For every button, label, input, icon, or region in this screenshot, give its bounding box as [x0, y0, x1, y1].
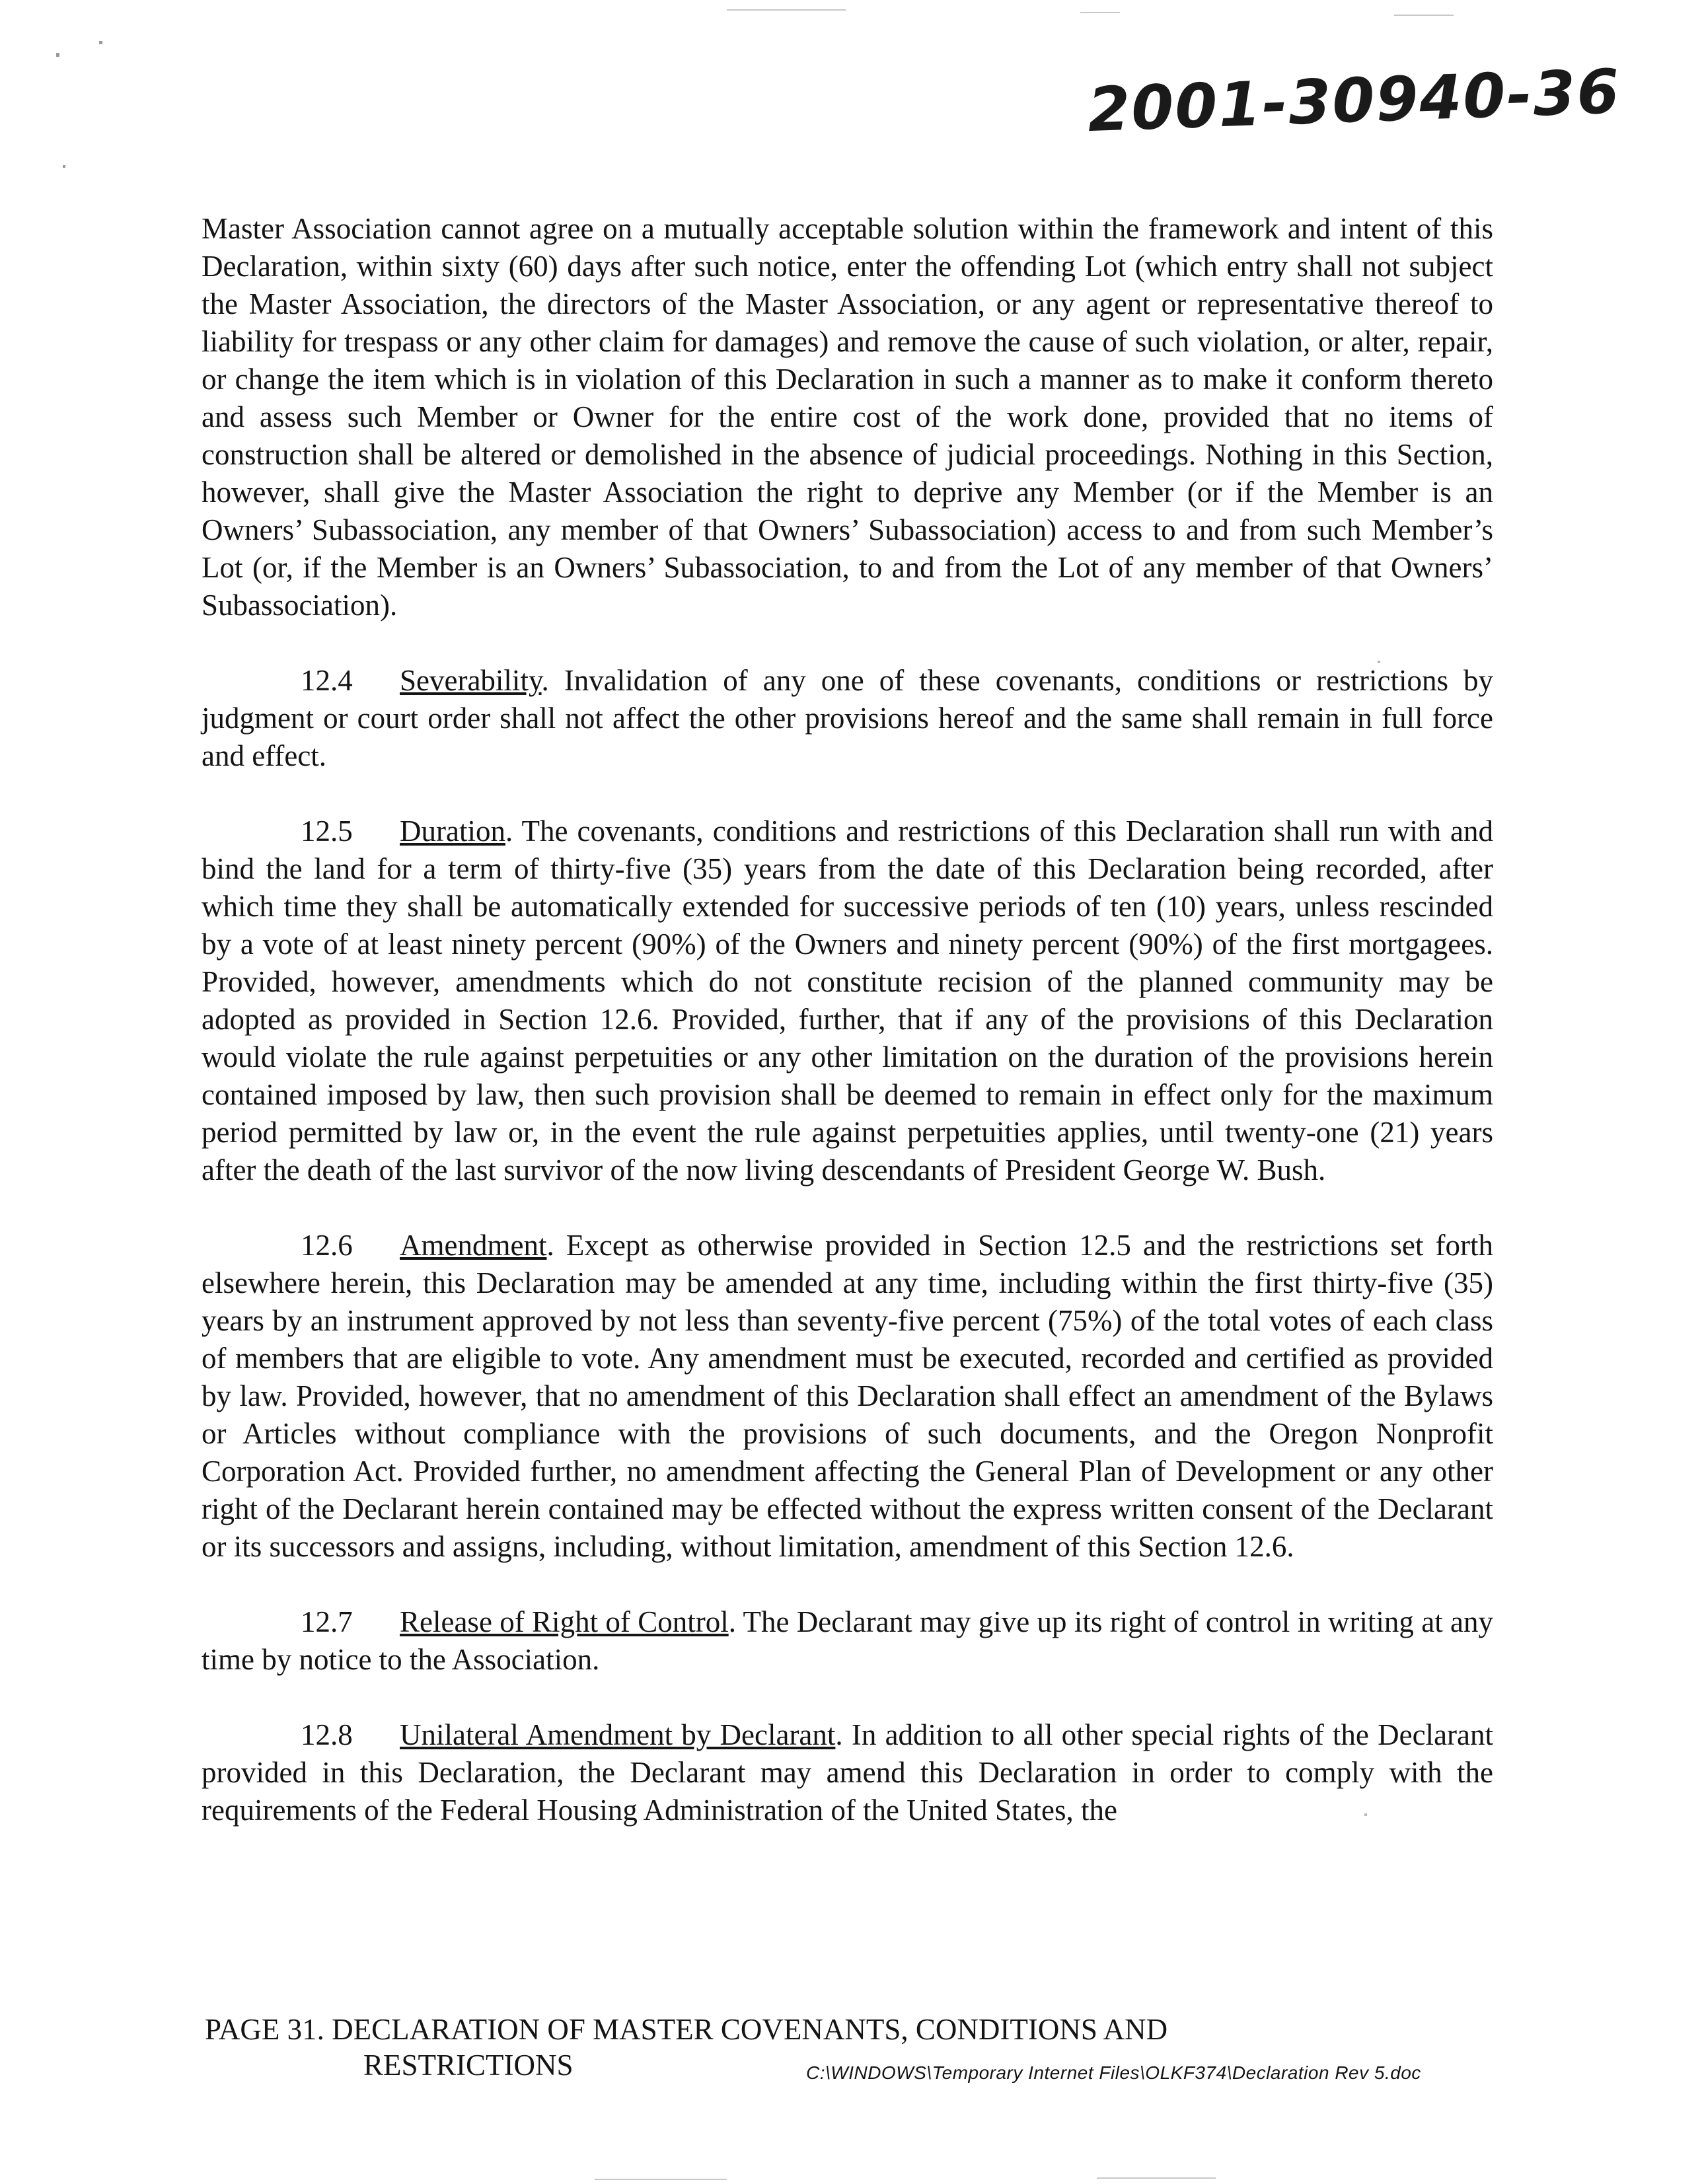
footer-title-line: PAGE 31. DECLARATION OF MASTER COVENANTS, CONDITIONS AND — [205, 2013, 1168, 2046]
heading-period: . — [505, 815, 522, 848]
heading-period: . — [546, 1229, 566, 1262]
heading-period: . — [728, 1605, 743, 1638]
heading-period: . — [835, 1718, 852, 1751]
section-text: In addition to all other special rights of the Declarant provided in this Declaration, the Declarant may amend this Declaration in order to comply with the requirements of the Federal Housing Administration of the United States, the — [202, 1718, 1493, 1827]
section-heading: Unilateral Amendment by Declarant — [400, 1718, 836, 1751]
page-footer — [205, 2012, 1493, 2087]
section-12-4 — [202, 662, 1493, 775]
scan-artifact — [727, 9, 846, 11]
footer-restrictions: RESTRICTIONS — [363, 2049, 574, 2082]
footer-second-line — [205, 2047, 1493, 2087]
document-body — [202, 210, 1493, 1867]
section-text: The covenants, conditions and restrictions of this Declaration shall run with and bind the land for a term of thirty-five (35) years from the date of this Declaration being recorded, after which time they shall be automatically extended for successive periods of ten (10) years, unless rescinded by a vote of at least ninety percent (90%) of the Owners and ninety percent (90%) of the first mortgagees. Provided, however, amendments which do not constitute recision of the planned community may be adopted as provided in Section 12.6. Provided, further, that if any of the provisions of this Declaration would violate the rule against perpetuities or any other limitation on the duration of the provisions herein contained imposed by law, then such provision shall be deemed to remain in effect only for the maximum period permitted by law or, in the event the rule against perpetuities applies, until twenty-one (21) years after the death of the last survivor of the now living descendants of President George W. Bush. — [202, 815, 1493, 1186]
section-text: The Declarant may give up its right of control in writing at any time by notice to the Association. — [202, 1605, 1493, 1676]
section-text: Invalidation of any one of these covenants, conditions or restrictions by judgment or court order shall not affect the other provisions hereof and the same shall remain in full force and effect. — [202, 664, 1494, 772]
continuation-paragraph: Master Association cannot agree on a mutually acceptable solution within the framework and intent of this Declaration, within sixty (60) days after such notice, enter the offending Lot (which entry shall not subject the Master Association, the directors of the Master Association, or any agent or representative thereof to liability for trespass or any other claim for damages) and remove the cause of such violation, or alter, repair, or change the item which is in violation of this Declaration in such a manner as to make it conform thereto and assess such Member or Owner for the entire cost of the work done, provided that no items of construction shall be altered or demolished in the absence of judicial proceedings. Nothing in this Section, however, shall give the Master Association the right to deprive any Member (or if the Member is an Owners’ Subassociation, any member of that Owners’ Subassociation) access to and from such Member’s Lot (or, if the Member is an Owners’ Subassociation, to and from the Lot of any member of that Owners’ Subassociation). — [202, 212, 1493, 622]
section-text: Except as otherwise provided in Section 12.5 and the restrictions set forth elsewhere herein, this Declaration may be amended at any time, including within the first thirty-five (35) years by an instrument approved by not less than seventy-five percent (75%) of the total votes of each class of members that are eligible to vote. Any amendment must be executed, recorded and certified as provided by law. Provided, however, that no amendment of this Declaration shall effect an amendment of the Bylaws or Articles without compliance with the provisions of such documents, and the Oregon Nonprofit Corporation Act. Provided further, no amendment affecting the General Plan of Development or any other right of the Declarant herein contained may be effected without the express written consent of the Declarant or its successors and assigns, including, without limitation, amendment of this Section 12.6. — [202, 1229, 1493, 1563]
recording-number-handwritten: 2001-30940-36 — [1086, 56, 1622, 146]
heading-period: . — [541, 664, 564, 697]
section-number: 12.6 — [301, 1229, 353, 1262]
section-number: 12.8 — [301, 1718, 353, 1751]
section-12-8 — [202, 1716, 1493, 1829]
section-12-6 — [202, 1227, 1493, 1566]
section-12-5 — [202, 813, 1493, 1189]
section-heading: Severability — [400, 664, 542, 697]
section-number: 12.4 — [301, 664, 353, 697]
section-heading: Amendment — [400, 1229, 547, 1262]
scan-artifact — [1364, 1813, 1367, 1816]
scan-artifact — [595, 2179, 727, 2180]
section-heading: Release of Right of Control — [400, 1605, 729, 1638]
footer-file-path: C:\WINDOWS\Temporary Internet Files\OLKF374\Declaration Rev 5.doc — [806, 2062, 1421, 2083]
scan-artifact — [99, 41, 102, 44]
scan-artifact — [63, 165, 65, 168]
section-number: 12.5 — [301, 815, 353, 848]
section-12-7 — [202, 1603, 1493, 1679]
scan-artifact — [56, 53, 59, 57]
section-number: 12.7 — [301, 1605, 353, 1638]
scan-artifact — [1378, 661, 1380, 663]
scan-artifact — [1080, 12, 1120, 13]
section-heading: Duration — [400, 815, 505, 848]
scan-artifact — [1394, 15, 1454, 16]
scan-artifact — [1097, 2177, 1216, 2179]
